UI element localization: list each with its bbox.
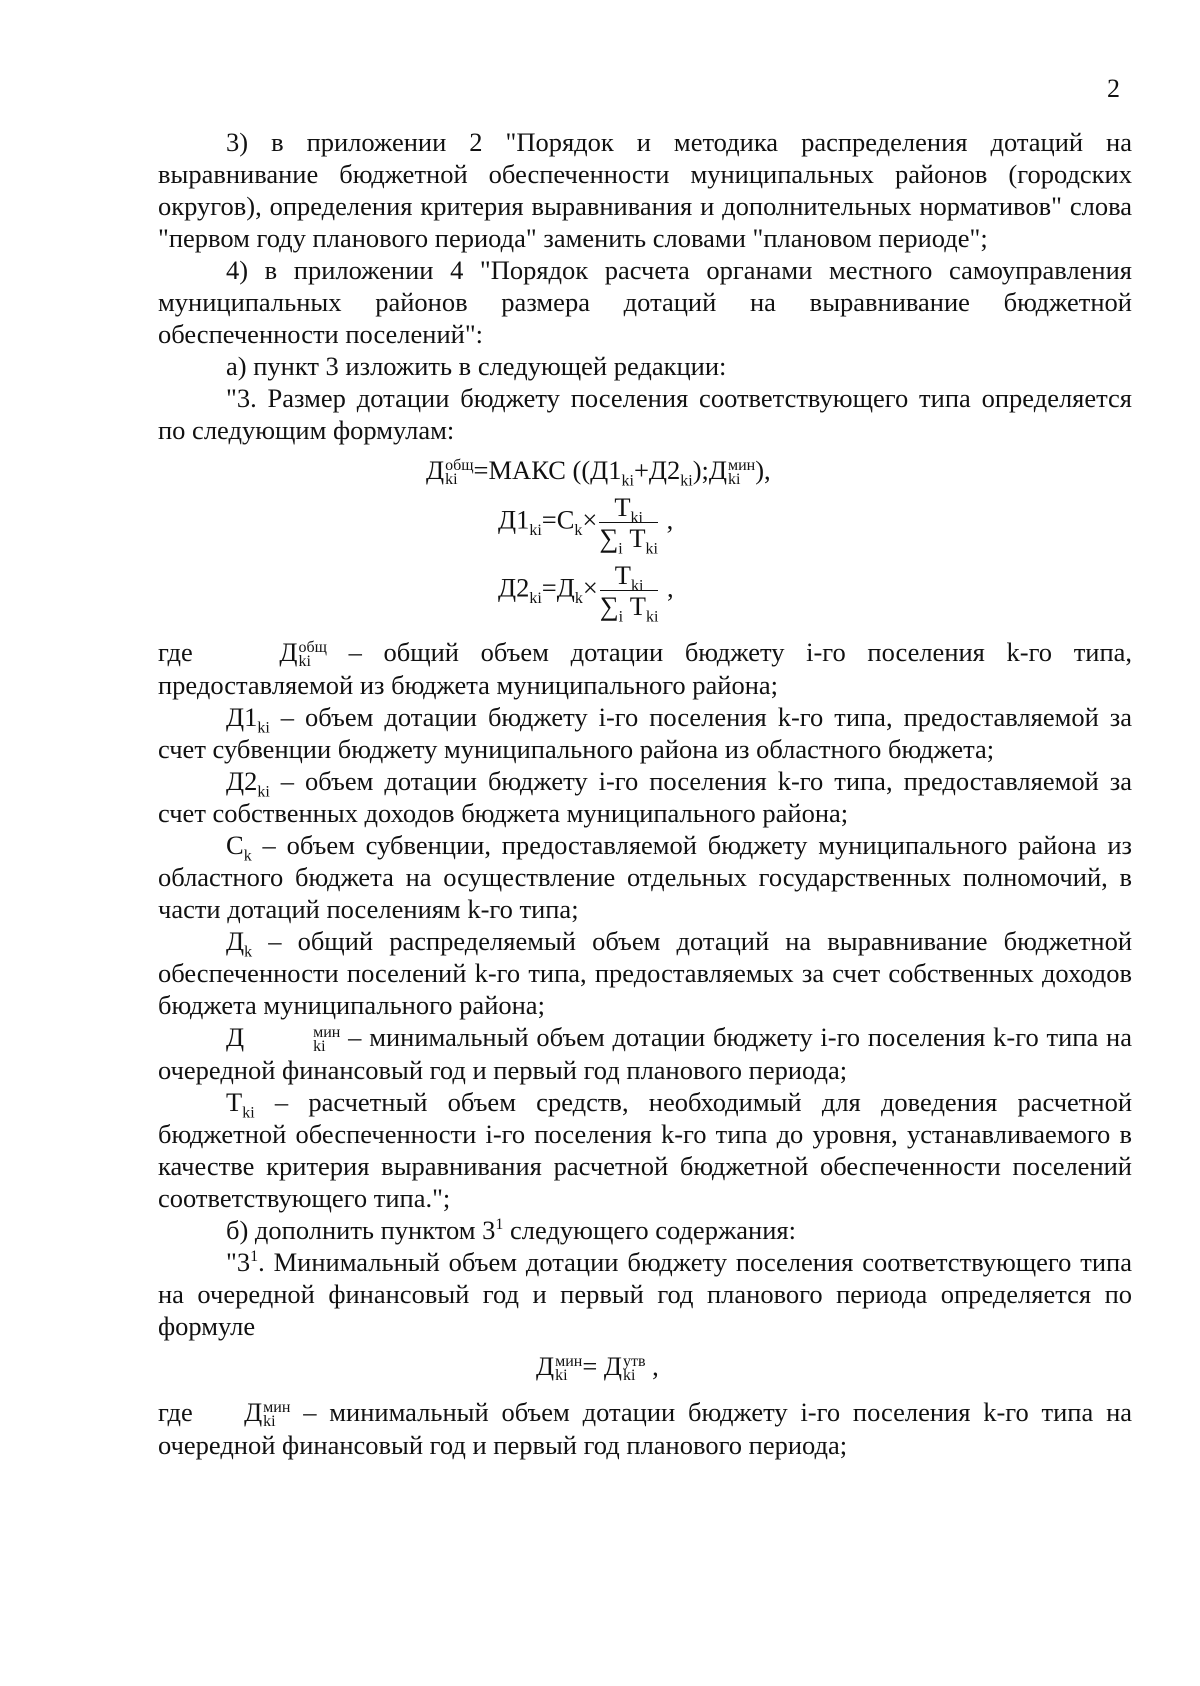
paragraph-sub-b: б) дополнить пунктом $3^1$ следующего содержания:	[226, 1214, 796, 1245]
definition-dmin: Д мин ki – минимальный объем дотации бюджету i-го поселения k-го типа на очередной финансовый год и первый год планового периода;	[158, 1021, 1132, 1085]
formula-total: Д общ ki =МАКС ($(Д1_{ki}+Д2_{ki});Д$ мин ki ),	[426, 455, 771, 490]
formula-block	[158, 452, 1132, 632]
formula-min: Д мин ki = Д утв ki ,	[536, 1350, 659, 1384]
definition-dk: $Д_k$ – общий распределяемый объем дотаций на выравнивание бюджетной обеспеченности поселений k-го типа, предоставляемых за счет собственных доходов бюджета муниципального района;	[158, 925, 1133, 1020]
paragraph-item-3: 3) в приложении 2 "Порядок и методика распределения дотаций на выравнивание бюджетной обеспеченности муниципальных районов (городских округов), определения критерия выравнивания и дополнительных нормативов" слова "первом году планового периода" заменить словами "плановом периоде";	[158, 127, 1132, 253]
definition-d1: $Д1_{ki}$ – объем дотации бюджету i-го поселения k-го типа, предоставляемой за счет субвенции бюджету муниципального района из областного бюджета;	[158, 701, 1133, 764]
definition-min-2: где Д мин ki – минимальный объем дотации бюджету i-го поселения k-го типа на очередной финансовый год и первый год планового периода;	[158, 1396, 1133, 1460]
document-body	[158, 126, 1132, 1461]
formula-d1: $Д1_{ki}=С_k\times$ $Т_{ki}$ $\sum_i$ $Т_{ki}$ ,	[498, 492, 674, 558]
paragraph-sub-a: а) пункт 3 изложить в следующей редакции:	[226, 351, 727, 381]
formula-d2: $Д2_{ki}=Д_k\times$ $Т_{ki}$ $\sum_i$ $Т_{ki}$ ,	[498, 560, 674, 626]
paragraph-item-4: 4) в приложении 4 "Порядок расчета органами местного самоуправления муниципальных районов размера дотаций на выравнивание бюджетной обеспеченности поселений":	[158, 255, 1132, 349]
definition-ck: $С_k$ – объем субвенции, предоставляемой бюджету муниципального района из областного бюджета на осуществление отдельных государственных полномочий, в части дотаций поселениям k-го типа;	[158, 829, 1132, 924]
definition-d2: $Д2_{ki}$ – объем дотации бюджету i-го поселения k-го типа, предоставляемой за счет собственных доходов бюджета муниципального района;	[158, 765, 1133, 828]
definition-tki: $Т_{ki}$ – расчетный объем средств, необходимый для доведения расчетной бюджетной обеспеченности i-го поселения k-го типа до уровня, устанавливаемого в качестве критерия выравнивания расчетной бюджетной обеспеченности поселений соответствующего типа.";	[158, 1086, 1132, 1213]
paragraph-point-3-1: "$3^1$. Минимальный объем дотации бюджету поселения соответствующего типа на очередной финансовый год и первый год планового периода определяется по формуле	[158, 1246, 1132, 1341]
formula-min-block	[158, 1346, 1132, 1394]
page-number: 2	[1107, 74, 1120, 103]
paragraph-point-3: "3. Размер дотации бюджету поселения соответствующего типа определяется по следующим формулам:	[158, 383, 1132, 445]
definition-total: где Д общ ki – общий объем дотации бюджету i-го поселения k-го типа, предоставляемой из бюджета муниципального района;	[158, 637, 1133, 700]
